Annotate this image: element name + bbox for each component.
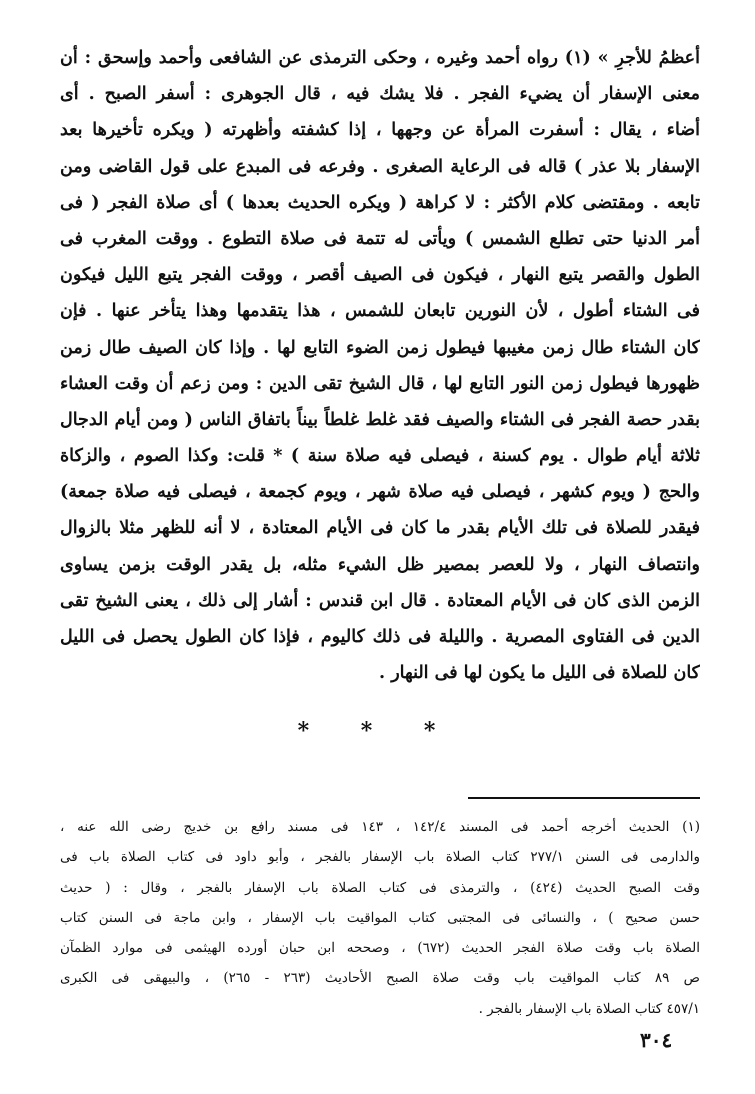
main-text-line: وانتصاف النهار ، ولا للعصر بمصير ظل الشيء مثله، بل يقدر الوقت بزمن يساوى [60,554,700,575]
section-ornament: * * * [297,718,458,744]
page-number: ٣٠٤ [640,1028,673,1052]
footnote-line: حسن صحيح ) ، والنسائى فى المجتبى كتاب المواقيت باب الإسفار ، وابن ماجة فى السنن كتاب [60,909,700,926]
main-text-line: والحج ( ويوم كشهر ، فيصلى فيه صلاة شهر ، ويوم كجمعة ، فيصلى فيه صلاة جمعة) [60,482,700,503]
main-text-line: أمر الدنيا حتى تطلع الشمس ) ويأتى له تتمة فى صلاة التطوع . ووقت المغرب فى [60,228,700,249]
main-text-line: فى الشتاء أطول ، لأن النورين تابعان للشمس ، هذا يتقدمها وهذا يتأخر عنها . فإن [60,301,700,322]
main-text-line: أضاء ، يقال : أسفرت المرأة عن وجهها ، إذا كشفته وأظهرته ( ويكره تأخيرها بعد [60,120,700,141]
main-text-line: الإسفار بلا عذر ) قاله فى الرعاية الصغرى . وفرعه فى المبدع على قول القاضى ومن [60,156,700,177]
main-text-line: بقدر حصة الفجر فى الشتاء والصيف فقد غلط غلطاً بيناً باتفاق الناس ( ومن أيام الدجال [60,409,700,430]
footnote-line: ٤٥٧/١ كتاب الصلاة باب الإسفار بالفجر . [478,1000,700,1017]
footnote-block [60,812,700,1024]
main-text-block [60,40,700,691]
footnote-line: والدارمى فى السنن ٢٧٧/١ كتاب الصلاة باب الإسفار بالفجر ، وأبو داود فى كتاب الصلاة باب فى [60,849,700,866]
main-text-line: تابعه . ومقتضى كلام الأكثر : لا كراهة ( ويكره الحديث بعدها ) أى صلاة الفجر ( فى [60,192,700,213]
main-text-line: الطول والقصر يتبع النهار ، فيكون فى الصيف أقصر ، ووقت الفجر يتبع الليل فيكون [60,265,700,286]
main-text-line: الزمن الذى كان فى الأيام المعتادة . قال ابن قندس : أشار إلى ذلك ، يعنى الشيخ تقى [60,590,700,611]
main-text-line: فيقدر للصلاة فى تلك الأيام بقدر ما كان فى الأيام المعتادة ، لا أنه للظهر مثلا بالزوال [60,518,700,539]
main-text-line: كان الشتاء طال زمن مغيبها فيطول زمن الضوء التابع لها . وإذا كان الصيف طال زمن [60,337,700,358]
footnote-line: (١) الحديث أخرجه أحمد فى المسند ١٤٢/٤ ، ١٤٣ فى مسند رافع بن خديج رضى الله عنه ، [60,819,700,835]
main-text-line: ظهورها فيطول زمن النور التابع لها ، قال الشيخ تقى الدين : ومن زعم أن وقت العشاء [60,373,700,394]
footnote-line: وقت الصبح الحديث (٤٢٤) ، والترمذى فى كتاب الصلاة باب الإسفار بالفجر ، وقال : ( حديث [60,879,700,896]
footnote-line: الصلاة باب وقت صلاة الفجر الحديث (٦٧٢) ، وصححه ابن حبان أورده الهيثمى فى موارد الظمآن [60,940,700,957]
main-text-line: معنى الإسفار أن يضيء الفجر . فلا يشك فيه ، قال الجوهرى : أسفر الصبح . أى [60,84,700,105]
main-text-line: الدين فى الفتاوى المصرية . والليلة فى ذلك كاليوم ، فإذا كان الطول يحصل فى الليل [60,627,700,647]
footnote-line: ص ٨٩ كتاب المواقيت باب وقت صلاة الصبح الأحاديث (٢٦٣ - ٢٦٥) ، والبيهقى فى الكبرى [60,970,700,987]
main-text-line: ثلاثة أيام طوال . يوم كسنة ، فيصلى فيه صلاة سنة ) * قلت: وكذا الصوم ، والزكاة [60,446,700,467]
main-text-line: كان للصلاة فى الليل ما يكون لها فى النهار . [379,663,700,684]
main-text-line: أعظمُ للأجرِ » (١) رواه أحمد وغيره ، وحكى الترمذى عن الشافعى وأحمد وإسحق : أن [60,48,700,68]
footnote-separator [468,797,700,799]
